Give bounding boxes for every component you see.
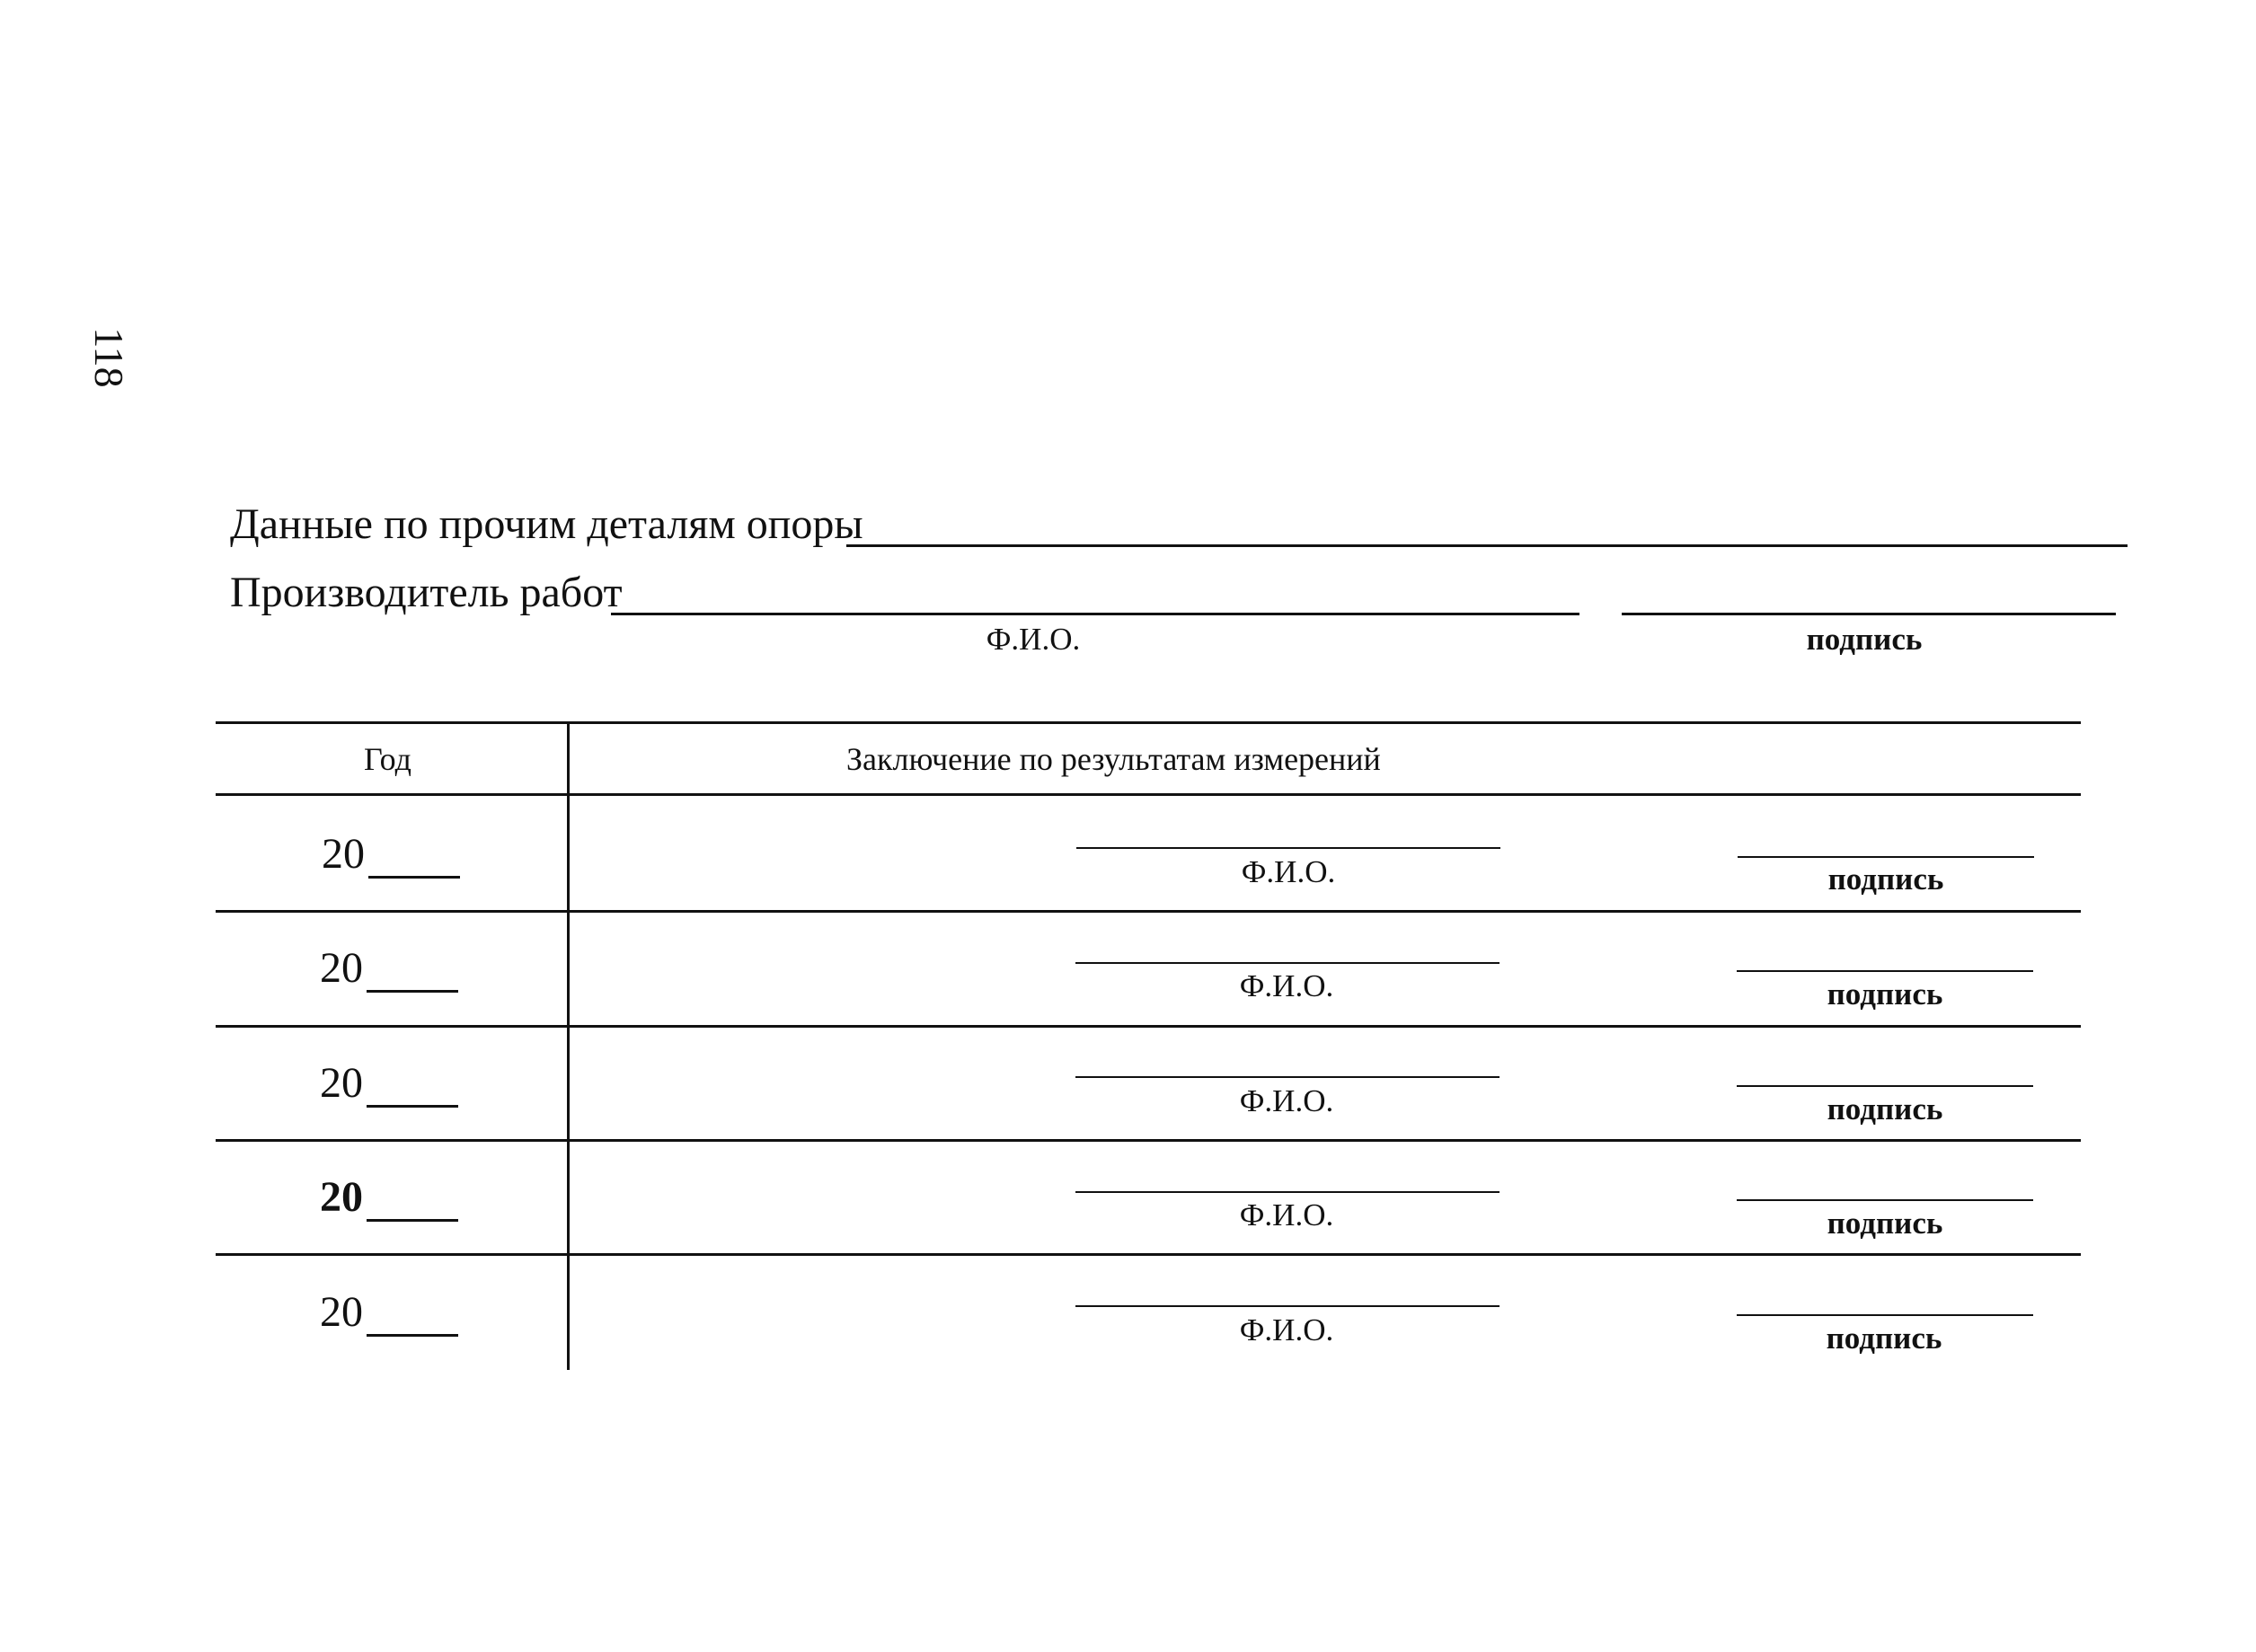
- year-prefix: 20: [320, 1059, 363, 1107]
- year-blank-line[interactable]: [367, 990, 458, 993]
- year-prefix: 20: [320, 1173, 363, 1221]
- table-header-rule: [216, 793, 2081, 796]
- row-name-line[interactable]: [1076, 847, 1500, 849]
- year-prefix: 20: [320, 1288, 363, 1336]
- row-signature-caption: подпись: [1826, 1321, 1942, 1356]
- row-name-line[interactable]: [1075, 962, 1500, 964]
- year-blank-line[interactable]: [367, 1105, 458, 1108]
- row-name-caption: Ф.И.О.: [1239, 968, 1334, 1003]
- other-parts-input-line[interactable]: [846, 544, 2128, 547]
- row-signature-line[interactable]: [1737, 970, 2033, 972]
- row-signature-caption: подпись: [1827, 1206, 1943, 1241]
- contractor-signature-caption: подпись: [1806, 622, 1923, 657]
- page-number: 118: [86, 327, 132, 388]
- contractor-signature-line[interactable]: [1622, 613, 2116, 615]
- contractor-name-caption: Ф.И.О.: [986, 622, 1081, 657]
- row-name-caption: Ф.И.О.: [1239, 1083, 1334, 1118]
- row-name-line[interactable]: [1075, 1305, 1500, 1307]
- row-signature-caption: подпись: [1827, 861, 1944, 897]
- row-name-caption: Ф.И.О.: [1239, 1197, 1334, 1232]
- table-column-divider: [567, 721, 570, 1370]
- year-blank-line[interactable]: [367, 1334, 458, 1337]
- year-prefix: 20: [320, 944, 363, 992]
- year-blank-line[interactable]: [367, 1219, 458, 1222]
- table-row-rule: [216, 1253, 2081, 1256]
- row-signature-line[interactable]: [1737, 1199, 2033, 1201]
- table-top-rule: [216, 721, 2081, 724]
- header-conclusion: Заключение по результатам измерений: [846, 741, 1381, 777]
- table-row-rule: [216, 910, 2081, 913]
- header-year: Год: [364, 741, 411, 777]
- row-signature-line[interactable]: [1737, 1085, 2033, 1087]
- row-name-caption: Ф.И.О.: [1239, 1312, 1334, 1347]
- row-name-caption: Ф.И.О.: [1241, 854, 1336, 889]
- row-signature-line[interactable]: [1738, 856, 2034, 858]
- table-row-rule: [216, 1025, 2081, 1028]
- row-name-line[interactable]: [1075, 1191, 1500, 1193]
- year-blank-line[interactable]: [368, 876, 460, 879]
- contractor-name-input-line[interactable]: [611, 613, 1579, 615]
- contractor-label: Производитель работ: [230, 569, 623, 616]
- other-parts-label: Данные по прочим деталям опоры: [230, 500, 863, 548]
- table-row-rule: [216, 1139, 2081, 1142]
- row-name-line[interactable]: [1075, 1076, 1500, 1078]
- row-signature-caption: подпись: [1827, 1091, 1943, 1126]
- year-prefix: 20: [322, 830, 365, 878]
- row-signature-caption: подпись: [1827, 976, 1943, 1012]
- row-signature-line[interactable]: [1737, 1314, 2033, 1316]
